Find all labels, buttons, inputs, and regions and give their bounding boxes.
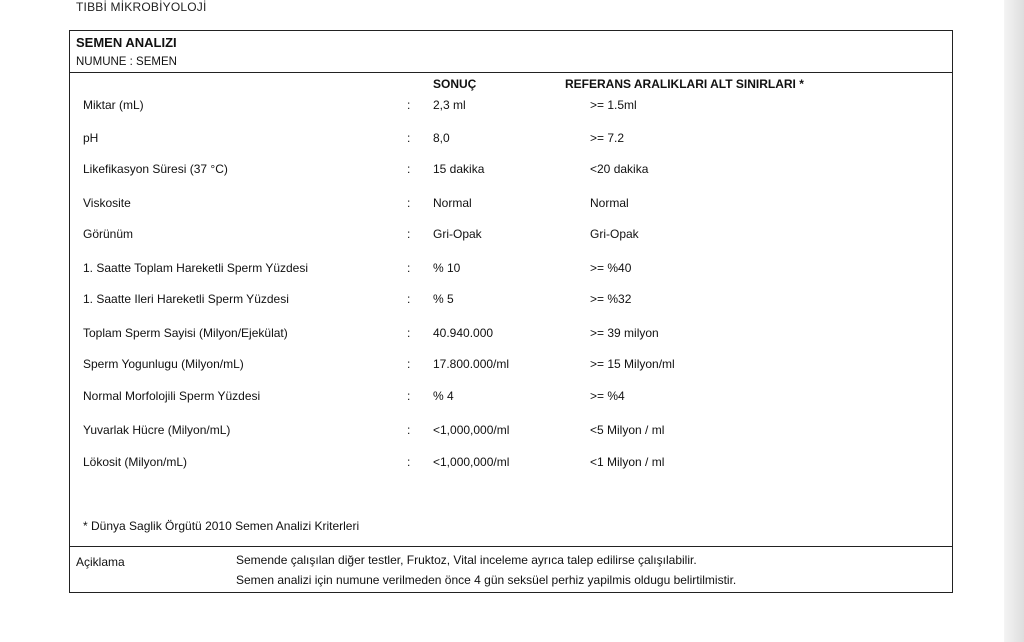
row-reference: >= %32 [590,292,632,306]
row-reference: <20 dakika [590,162,649,176]
row-result: <1,000,000/ml [433,423,510,437]
row-separator: : [407,423,411,437]
row-reference: >= %40 [590,261,632,275]
row-label: Viskosite [83,196,131,210]
row-result: Gri-Opak [433,227,482,241]
row-separator: : [407,326,411,340]
report-box [69,30,953,593]
row-separator: : [407,455,411,469]
page-edge [1004,0,1024,642]
row-separator: : [407,98,411,112]
row-reference: <1 Milyon / ml [590,455,665,469]
row-label: Toplam Sperm Sayisi (Milyon/Ejekülat) [83,326,288,340]
row-label: Miktar (mL) [83,98,144,112]
row-result: <1,000,000/ml [433,455,510,469]
table-row [70,98,952,116]
row-reference: >= 1.5ml [590,98,637,112]
table-row [70,389,952,407]
reference-column-header: REFERANS ARALIKLARI ALT SINIRLARI * [565,77,804,91]
row-reference: >= 15 Milyon/ml [590,357,675,371]
row-separator: : [407,292,411,306]
table-row [70,455,952,473]
row-separator: : [407,131,411,145]
row-result: % 5 [433,292,454,306]
row-separator: : [407,261,411,275]
sample-type: NUMUNE : SEMEN [76,56,177,68]
row-label: Lökosit (Milyon/mL) [83,455,188,469]
row-result: 40.940.000 [433,326,494,340]
row-separator: : [407,357,411,371]
table-row [70,227,952,245]
table-row [70,131,952,149]
row-separator: : [407,162,411,176]
row-label: Görünüm [83,227,134,241]
row-separator: : [407,227,411,241]
row-reference: Normal [590,196,629,210]
row-reference: >= 7.2 [590,131,625,145]
table-row [70,162,952,180]
row-reference: Gri-Opak [590,227,639,241]
row-result: 2,3 ml [433,98,466,112]
note-line: Semen analizi için numune verilmeden önce 4 gün seksüel perhiz yapilmis oldugu belirtilmistir. [236,573,737,587]
table-row [70,423,952,441]
result-column-header: SONUÇ [433,77,477,91]
row-label: Likefikasyon Süresi (37 °C) [83,162,228,176]
table-row [70,326,952,344]
department-name: TIBBİ MİKROBİYOLOJİ [76,0,207,14]
notes-label: Açiklama [76,555,125,569]
row-result: 15 dakika [433,162,485,176]
row-label: pH [83,131,99,145]
row-label: Yuvarlak Hücre (Milyon/mL) [83,423,231,437]
table-row [70,261,952,279]
note-line: Semende çalışılan diğer testler, Fruktoz, Vital inceleme ayrıca talep edilirse çalışılabilir. [236,553,697,567]
table-row [70,357,952,375]
header-divider [70,72,952,73]
row-label: Normal Morfolojili Sperm Yüzdesi [83,389,261,403]
row-result: % 4 [433,389,454,403]
row-reference: >= %4 [590,389,625,403]
table-row [70,292,952,310]
notes-divider [70,546,952,547]
row-reference: <5 Milyon / ml [590,423,665,437]
row-label: 1. Saatte Toplam Hareketli Sperm Yüzdesi [83,261,309,275]
footnote: * Dünya Saglik Örgütü 2010 Semen Analizi Kriterleri [83,519,360,533]
report-title: SEMEN ANALIZI [76,35,177,50]
row-result: 17.800.000/ml [433,357,510,371]
row-label: Sperm Yogunlugu (Milyon/mL) [83,357,244,371]
row-reference: >= 39 milyon [590,326,659,340]
row-separator: : [407,389,411,403]
row-label: 1. Saatte Ileri Hareketli Sperm Yüzdesi [83,292,289,306]
row-result: Normal [433,196,472,210]
row-separator: : [407,196,411,210]
row-result: % 10 [433,261,461,275]
row-result: 8,0 [433,131,450,145]
table-row [70,196,952,214]
